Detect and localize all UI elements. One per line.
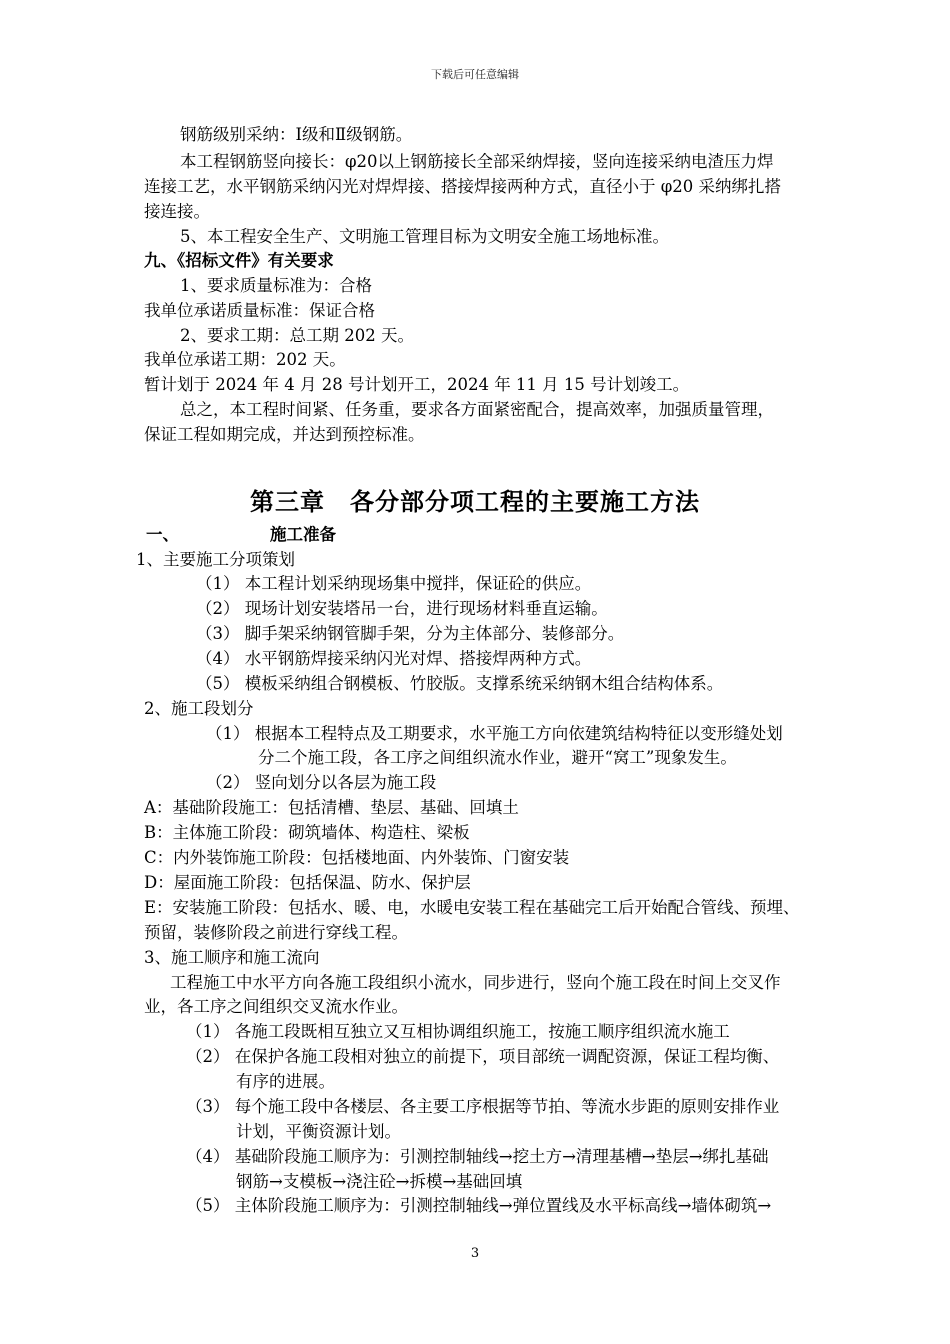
text-line: 预留，装修阶段之前进行穿线工程。 [144,923,408,942]
text-line: E：安装施工阶段：包括水、暖、电，水暖电安装工程在基础完工后开始配合管线、预埋、 [144,898,800,917]
section-heading: 九、《招标文件》有关要求 [144,251,334,270]
list-item: （3） 脚手架采纳钢管脚手架，分为主体部分、装修部分。 [196,624,625,643]
text-line: 5、本工程安全生产、文明施工管理目标为文明安全施工场地标准。 [180,227,669,246]
list-item: （4） 水平钢筋焊接采纳闪光对焊、搭接焊两种方式。 [196,649,592,668]
text-line: 计划，平衡资源计划。 [236,1122,401,1141]
text-line: 钢筋级别采纳：Ⅰ级和Ⅱ级钢筋。 [180,125,413,144]
list-item: （5） 主体阶段施工顺序为：引测控制轴线→弹位置线及水平标高线→墙体砌筑→ [186,1196,772,1215]
text-line: 本工程钢筋竖向接长：φ20以上钢筋接长全部采纳焊接，竖向连接采纳电渣压力焊 [180,152,774,171]
list-item: （1） 根据本工程特点及工期要求，水平施工方向依建筑结构特征以变形缝处划 [206,724,783,743]
list-item: （1） 各施工段既相互独立又互相协调组织施工，按施工顺序组织流水施工 [186,1022,730,1041]
list-item: （2） 竖向划分以各层为施工段 [206,773,437,792]
section-title: 施工准备 [270,525,336,544]
text-line: D：屋面施工阶段：包括保温、防水、保护层 [144,873,471,892]
text-line: 业，各工序之间组织交叉流水作业。 [144,997,408,1016]
text-line: 1、主要施工分项策划 [136,550,295,569]
text-line: 1、要求质量标准为：合格 [180,276,372,295]
text-line: 我单位承诺质量标准：保证合格 [144,301,375,320]
text-line: 保证工程如期完成，并达到预控标准。 [144,425,425,444]
text-line: 分二个施工段，各工序之间组织流水作业，避开“窝工”现象发生。 [258,748,737,767]
list-item: （2） 现场计划安装塔吊一台，进行现场材料垂直运输。 [196,599,608,618]
page-number: 3 [470,1246,480,1261]
chapter-title: 第三章 各分部分项工程的主要施工方法 [250,487,700,516]
list-item: （3） 每个施工段中各楼层、各主要工序根据等节拍、等流水步距的原则安排作业 [186,1097,780,1116]
list-item: （5） 模板采纳组合钢模板、竹胶版。支撑系统采纳钢木组合结构体系。 [196,674,724,693]
text-line: B：主体施工阶段：砌筑墙体、构造柱、梁板 [144,823,470,842]
list-item: （4） 基础阶段施工顺序为：引测控制轴线→挖土方→清理基槽→垫层→绑扎基础 [186,1147,769,1166]
section-number: 一、 [146,525,179,544]
text-line: 3、施工顺序和施工流向 [144,948,320,967]
text-line: 暂计划于 2024 年 4 月 28 号计划开工，2024 年 11 月 15 号计划竣工。 [144,375,690,394]
text-line: A：基础阶段施工：包括清槽、垫层、基础、回填土 [144,798,519,817]
page-header: 下载后可任意编辑 [431,68,519,81]
list-item: （1） 本工程计划采纳现场集中搅拌，保证砼的供应。 [196,574,592,593]
text-line: C：内外装饰施工阶段：包括楼地面、内外装饰、门窗安装 [144,848,570,867]
text-line: 2、要求工期：总工期 202 天。 [180,326,414,345]
text-line: 我单位承诺工期：202 天。 [144,350,346,369]
text-line: 总之，本工程时间紧、任务重，要求各方面紧密配合，提高效率，加强质量管理， [180,400,774,419]
text-line: 连接工艺，水平钢筋采纳闪光对焊焊接、搭接焊接两种方式，直径小于 φ20 采纳绑扎搭 [144,177,782,196]
text-line: 接连接。 [144,202,210,221]
text-line: 有序的进展。 [236,1072,335,1091]
list-item: （2） 在保护各施工段相对独立的前提下，项目部统一调配资源，保证工程均衡、 [186,1047,780,1066]
text-line: 2、施工段划分 [144,699,254,718]
text-line: 钢筋→支模板→浇注砼→拆模→基础回填 [236,1172,523,1191]
text-line: 工程施工中水平方向各施工段组织小流水，同步进行，竖向个施工段在时间上交叉作 [170,973,781,992]
